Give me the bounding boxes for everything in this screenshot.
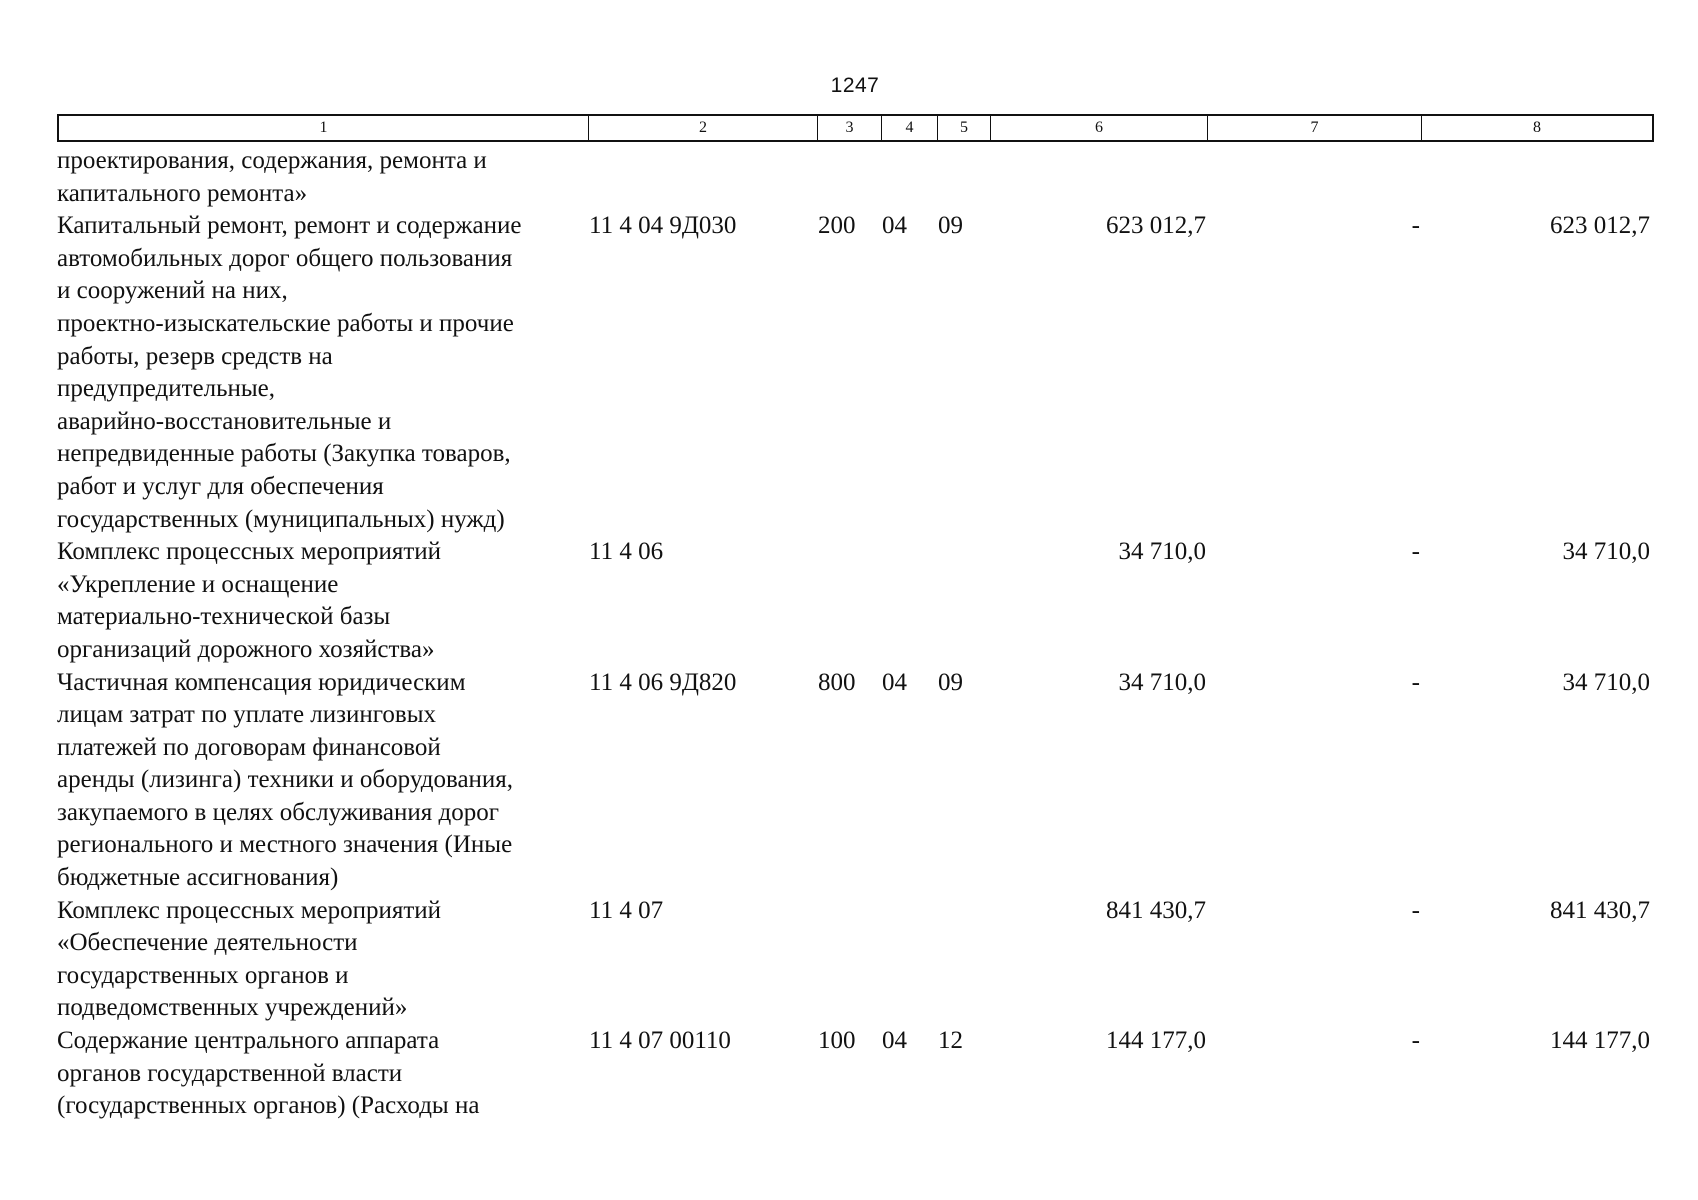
row-code: 11 4 04 9Д030 xyxy=(589,212,737,240)
row-change: - xyxy=(1411,668,1420,696)
table-row xyxy=(57,667,1654,895)
row-sum: 34 710,0 xyxy=(1118,668,1206,696)
row-rz: 04 xyxy=(882,1027,907,1055)
table-row xyxy=(57,536,1654,666)
column-header-1: 1 xyxy=(59,116,589,140)
row-sum: 144 177,0 xyxy=(1106,1027,1206,1055)
row-pr: 12 xyxy=(938,1027,963,1055)
table-body xyxy=(57,145,1654,1123)
row-total: 34 710,0 xyxy=(1562,668,1650,696)
row-vr: 200 xyxy=(818,212,856,240)
table-row xyxy=(57,1025,1654,1123)
row-name: Комплекс процессных мероприятий «Обеспечение деятельности государственных органов и подведомственных учреждений» xyxy=(57,896,442,1022)
table-row xyxy=(57,145,1654,210)
page-number: 1247 xyxy=(830,74,880,97)
row-code: 11 4 06 9Д820 xyxy=(589,668,737,696)
row-name: Частичная компенсация юридическим лицам затрат по уплате лизинговых платежей по договорам финансовой аренды (лизинга) техники и оборудования, закупаемого в целях обслуживания дорог регионального и местного значения (Иные бюджетные ассигнования) xyxy=(57,668,514,892)
column-header-8: 8 xyxy=(1533,119,1541,136)
row-change: - xyxy=(1411,896,1420,924)
row-rz: 04 xyxy=(882,212,907,240)
row-total: 623 012,7 xyxy=(1550,212,1650,240)
row-change: - xyxy=(1411,1027,1420,1055)
row-sum: 841 430,7 xyxy=(1106,896,1206,924)
column-header-2: 2 xyxy=(589,116,818,140)
row-name: Комплекс процессных мероприятий «Укрепление и оснащение материально-технической базы организаций дорожного хозяйства» xyxy=(57,538,442,663)
row-code: 11 4 06 xyxy=(589,538,664,566)
row-vr: 100 xyxy=(818,1027,856,1055)
row-name: Капитальный ремонт, ремонт и содержание автомобильных дорог общего пользования и сооружений на них, проектно-изыскательские работы и прочие работы, резерв средств на предупредительные, аварийно-восстановительные и непредвиденные работы (Закупка товаров, работ и услуг для обеспечения государственных (муниципальных) нужд) xyxy=(57,212,522,533)
column-header-3: 3 xyxy=(818,116,882,140)
row-name: проектирования, содержания, ремонта и капитального ремонта» xyxy=(57,147,487,207)
row-sum: 623 012,7 xyxy=(1106,212,1206,240)
row-change: - xyxy=(1411,212,1420,240)
row-rz: 04 xyxy=(882,668,907,696)
row-code: 11 4 07 xyxy=(589,896,664,924)
column-header-4: 4 xyxy=(882,116,938,140)
table-header-row xyxy=(57,114,1654,142)
row-total: 144 177,0 xyxy=(1550,1027,1650,1055)
column-header-7: 7 xyxy=(1208,116,1422,140)
column-header-6: 6 xyxy=(991,116,1208,140)
row-vr: 800 xyxy=(818,668,856,696)
row-pr: 09 xyxy=(938,212,963,240)
column-header-5: 5 xyxy=(938,116,991,140)
row-sum: 34 710,0 xyxy=(1118,538,1206,566)
row-code: 11 4 07 00110 xyxy=(589,1027,731,1055)
table-row xyxy=(57,210,1654,536)
row-total: 34 710,0 xyxy=(1562,538,1650,566)
row-total: 841 430,7 xyxy=(1550,896,1650,924)
row-change: - xyxy=(1411,538,1420,566)
row-name: Содержание центрального аппарата органов государственной власти (государственных органов) (Расходы на xyxy=(57,1027,480,1120)
row-pr: 09 xyxy=(938,668,963,696)
table-row xyxy=(57,895,1654,1025)
